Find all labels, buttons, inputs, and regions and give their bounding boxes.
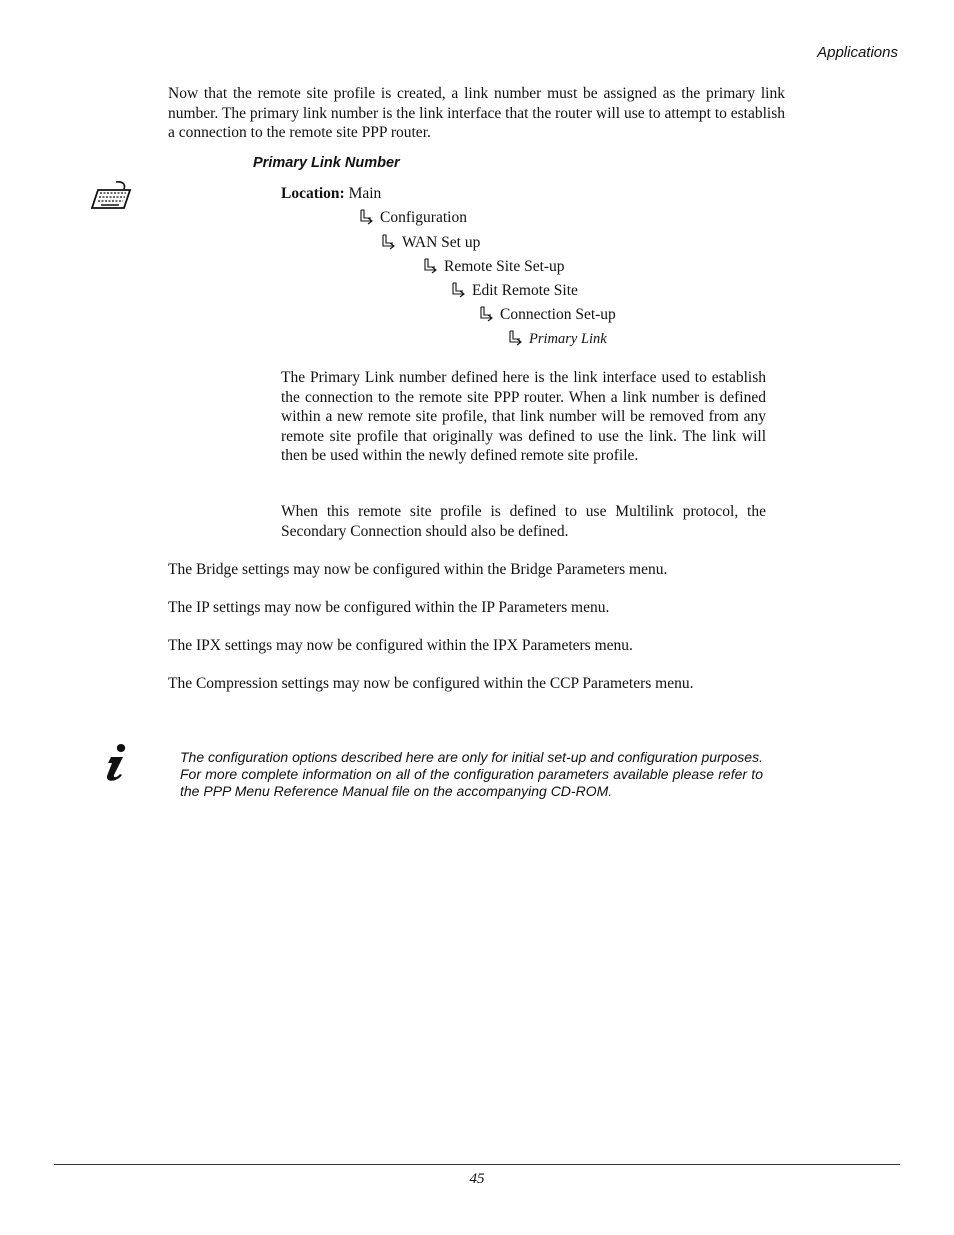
followup-line: The Bridge settings may now be configured within the Bridge Parameters menu. — [168, 561, 668, 578]
followup-line: The Compression settings may now be configured within the CCP Parameters menu. — [168, 675, 694, 692]
running-header: Applications — [817, 44, 898, 61]
location-step-label: WAN Set up — [402, 234, 481, 251]
location-step-label: Primary Link — [529, 331, 607, 347]
footer-divider — [54, 1164, 900, 1165]
location-step-label: Connection Set-up — [500, 306, 616, 323]
location-step — [450, 281, 578, 301]
menu-arrow-icon — [380, 234, 398, 250]
location-label: Location: — [281, 185, 345, 202]
description-paragraph: The Primary Link number defined here is the link interface used to establish the connection to the remote site PPP router. When a link number is defined within a new remote site profile, that link number will be removed from any remote site profile that originally was defined to use the link. The link will then be used within the newly defined remote site profile. — [281, 369, 766, 464]
location-step — [478, 305, 616, 325]
location-step-label: Edit Remote Site — [472, 282, 578, 299]
location-line — [281, 184, 381, 204]
menu-arrow-icon — [422, 258, 440, 274]
description-paragraph: When this remote site profile is defined to use Multilink protocol, the Secondary Connection should also be defined. — [281, 503, 766, 540]
followup-line: The IPX settings may now be configured within the IPX Parameters menu. — [168, 637, 633, 654]
menu-arrow-icon — [478, 306, 496, 322]
location-step-current — [507, 329, 607, 349]
intro-paragraph: Now that the remote site profile is created, a link number must be assigned as the primary link number. The primary link number is the link interface that the router will use to attempt to establish a connection to the remote site PPP router. — [168, 85, 785, 141]
location-root: Main — [348, 185, 382, 202]
location-step — [358, 208, 467, 228]
menu-arrow-icon — [507, 330, 525, 346]
menu-arrow-icon — [358, 209, 376, 225]
location-step — [380, 233, 480, 253]
keyboard-icon — [88, 180, 134, 212]
location-step-label: Remote Site Set-up — [444, 258, 565, 275]
section-heading: Primary Link Number — [253, 155, 400, 171]
page-number: 45 — [469, 1171, 485, 1187]
followup-line: The IP settings may now be configured within the IP Parameters menu. — [168, 599, 610, 616]
note-text: The configuration options described here are only for initial set-up and configuration purposes. For more complete information on all of the configuration parameters available please refer to the PPP Menu Reference Manual file on the accompanying CD-ROM. — [180, 749, 763, 799]
location-step — [422, 257, 565, 277]
menu-arrow-icon — [450, 282, 468, 298]
location-step-label: Configuration — [380, 209, 467, 226]
info-icon — [98, 742, 132, 782]
